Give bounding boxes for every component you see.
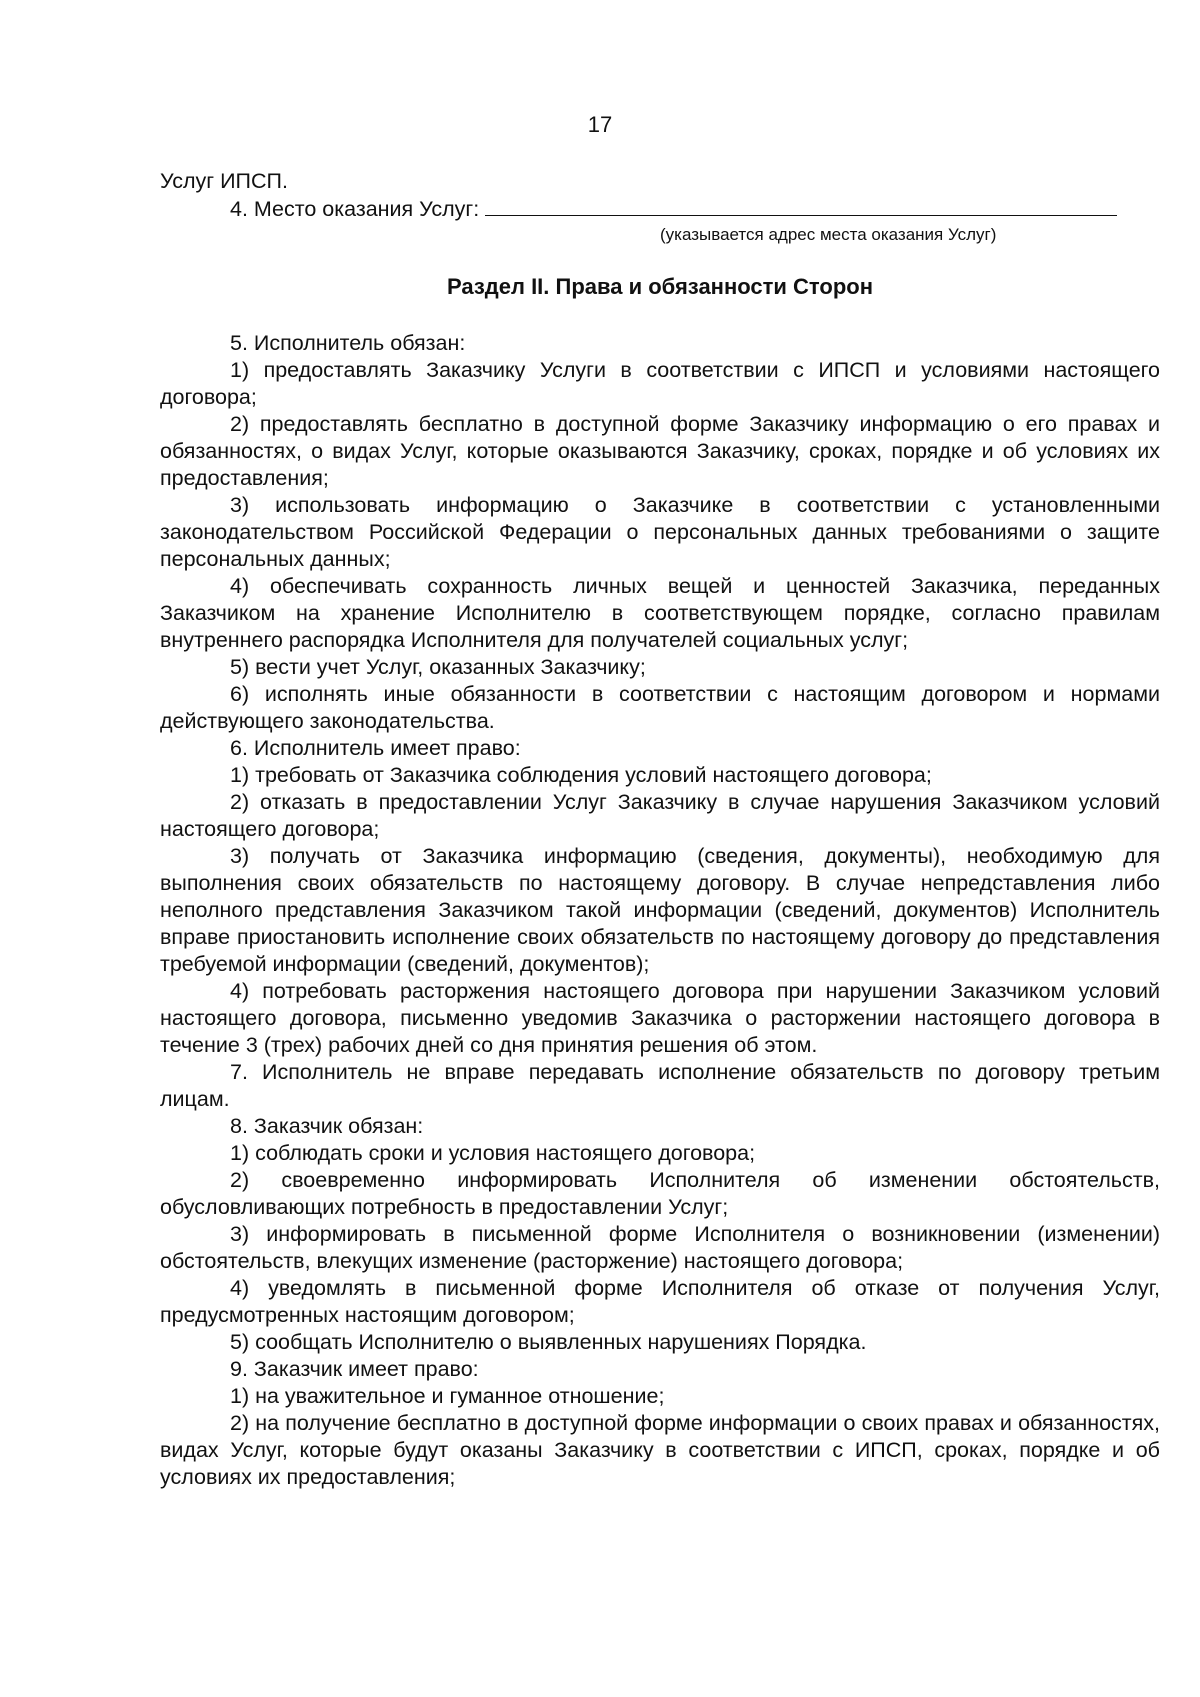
clause-paragraph: 5) сообщать Исполнителю о выявленных нарушениях Порядка. bbox=[230, 1330, 867, 1354]
clause-paragraph: 6. Исполнитель имеет право: bbox=[230, 736, 521, 760]
clause-paragraph: 4) потребовать расторжения настоящего договора при нарушении Заказчиком условий настоящего договора, письменно уведомив Заказчика о расторжении настоящего договора в течение 3 (трех) рабочих дней со дня принятия решения об этом. bbox=[160, 979, 1160, 1057]
clause-paragraph: 1) предоставлять Заказчику Услуги в соответствии с ИПСП и условиями настоящего договора; bbox=[160, 358, 1160, 409]
service-place-line bbox=[160, 195, 1160, 223]
service-place-label: 4. Место оказания Услуг: bbox=[230, 197, 480, 221]
clause-paragraph: 2) отказать в предоставлении Услуг Заказчику в случае нарушения Заказчиком условий настоящего договора; bbox=[160, 790, 1160, 841]
clause-paragraph: 3) получать от Заказчика информацию (сведения, документы), необходимую для выполнения своих обязательств по настоящему договору. В случае непредставления либо неполного представления Заказчиком такой информации (сведений, документов) Исполнитель вправе приостановить исполнение своих обязательств по настоящему договору до представления требуемой информации (сведений, документов); bbox=[160, 844, 1160, 976]
continuation-text: Услуг ИПСП. bbox=[160, 169, 288, 193]
page-number: 17 bbox=[587, 112, 613, 137]
clause-paragraph: 5) вести учет Услуг, оказанных Заказчику; bbox=[230, 655, 646, 679]
clause-paragraph: 2) своевременно информировать Исполнителя об изменении обстоятельств, обусловливающих потребность в предоставлении Услуг; bbox=[160, 1168, 1160, 1219]
clause-paragraph: 9. Заказчик имеет право: bbox=[230, 1357, 479, 1381]
clause-paragraph: 7. Исполнитель не вправе передавать исполнение обязательств по договору третьим лицам. bbox=[160, 1060, 1160, 1111]
clause-paragraph: 4) обеспечивать сохранность личных вещей и ценностей Заказчика, переданных Заказчиком на хранение Исполнителю в соответствующем порядке, согласно правилам внутреннего распорядка Исполнителя для получателей социальных услуг; bbox=[160, 574, 1160, 652]
section-title: Раздел II. Права и обязанности Сторон bbox=[446, 274, 874, 299]
clause-paragraph: 6) исполнять иные обязанности в соответствии с настоящим договором и нормами действующего законодательства. bbox=[160, 682, 1160, 733]
service-place-blank bbox=[485, 195, 1117, 216]
clause-paragraph: 8. Заказчик обязан: bbox=[230, 1114, 424, 1138]
clause-paragraph: 3) информировать в письменной форме Исполнителя о возникновении (изменении) обстоятельств, влекущих изменение (расторжение) настоящего договора; bbox=[160, 1222, 1160, 1273]
document-body bbox=[160, 168, 1160, 1491]
clause-paragraph: 3) использовать информацию о Заказчике в соответствии с установленными законодательством Российской Федерации о персональных данных требованиями о защите персональных данных; bbox=[160, 493, 1160, 571]
service-place-hint: (указывается адрес места оказания Услуг) bbox=[660, 225, 997, 244]
clause-paragraph: 2) предоставлять бесплатно в доступной форме Заказчику информацию о его правах и обязанностях, о видах Услуг, которые оказываются Заказчику, сроках, порядке и об условиях их предоставления; bbox=[160, 412, 1160, 490]
clause-paragraph: 1) на уважительное и гуманное отношение; bbox=[230, 1384, 665, 1408]
clause-paragraph: 1) соблюдать сроки и условия настоящего договора; bbox=[230, 1141, 756, 1165]
clause-paragraph: 5. Исполнитель обязан: bbox=[230, 331, 466, 355]
clause-paragraph: 2) на получение бесплатно в доступной форме информации о своих правах и обязанностях, видах Услуг, которые будут оказаны Заказчику в соответствии с ИПСП, сроках, порядке и об условиях их предоставления; bbox=[160, 1411, 1160, 1489]
clause-paragraph: 1) требовать от Заказчика соблюдения условий настоящего договора; bbox=[230, 763, 932, 787]
clause-paragraph: 4) уведомлять в письменной форме Исполнителя об отказе от получения Услуг, предусмотренных настоящим договором; bbox=[160, 1276, 1160, 1327]
